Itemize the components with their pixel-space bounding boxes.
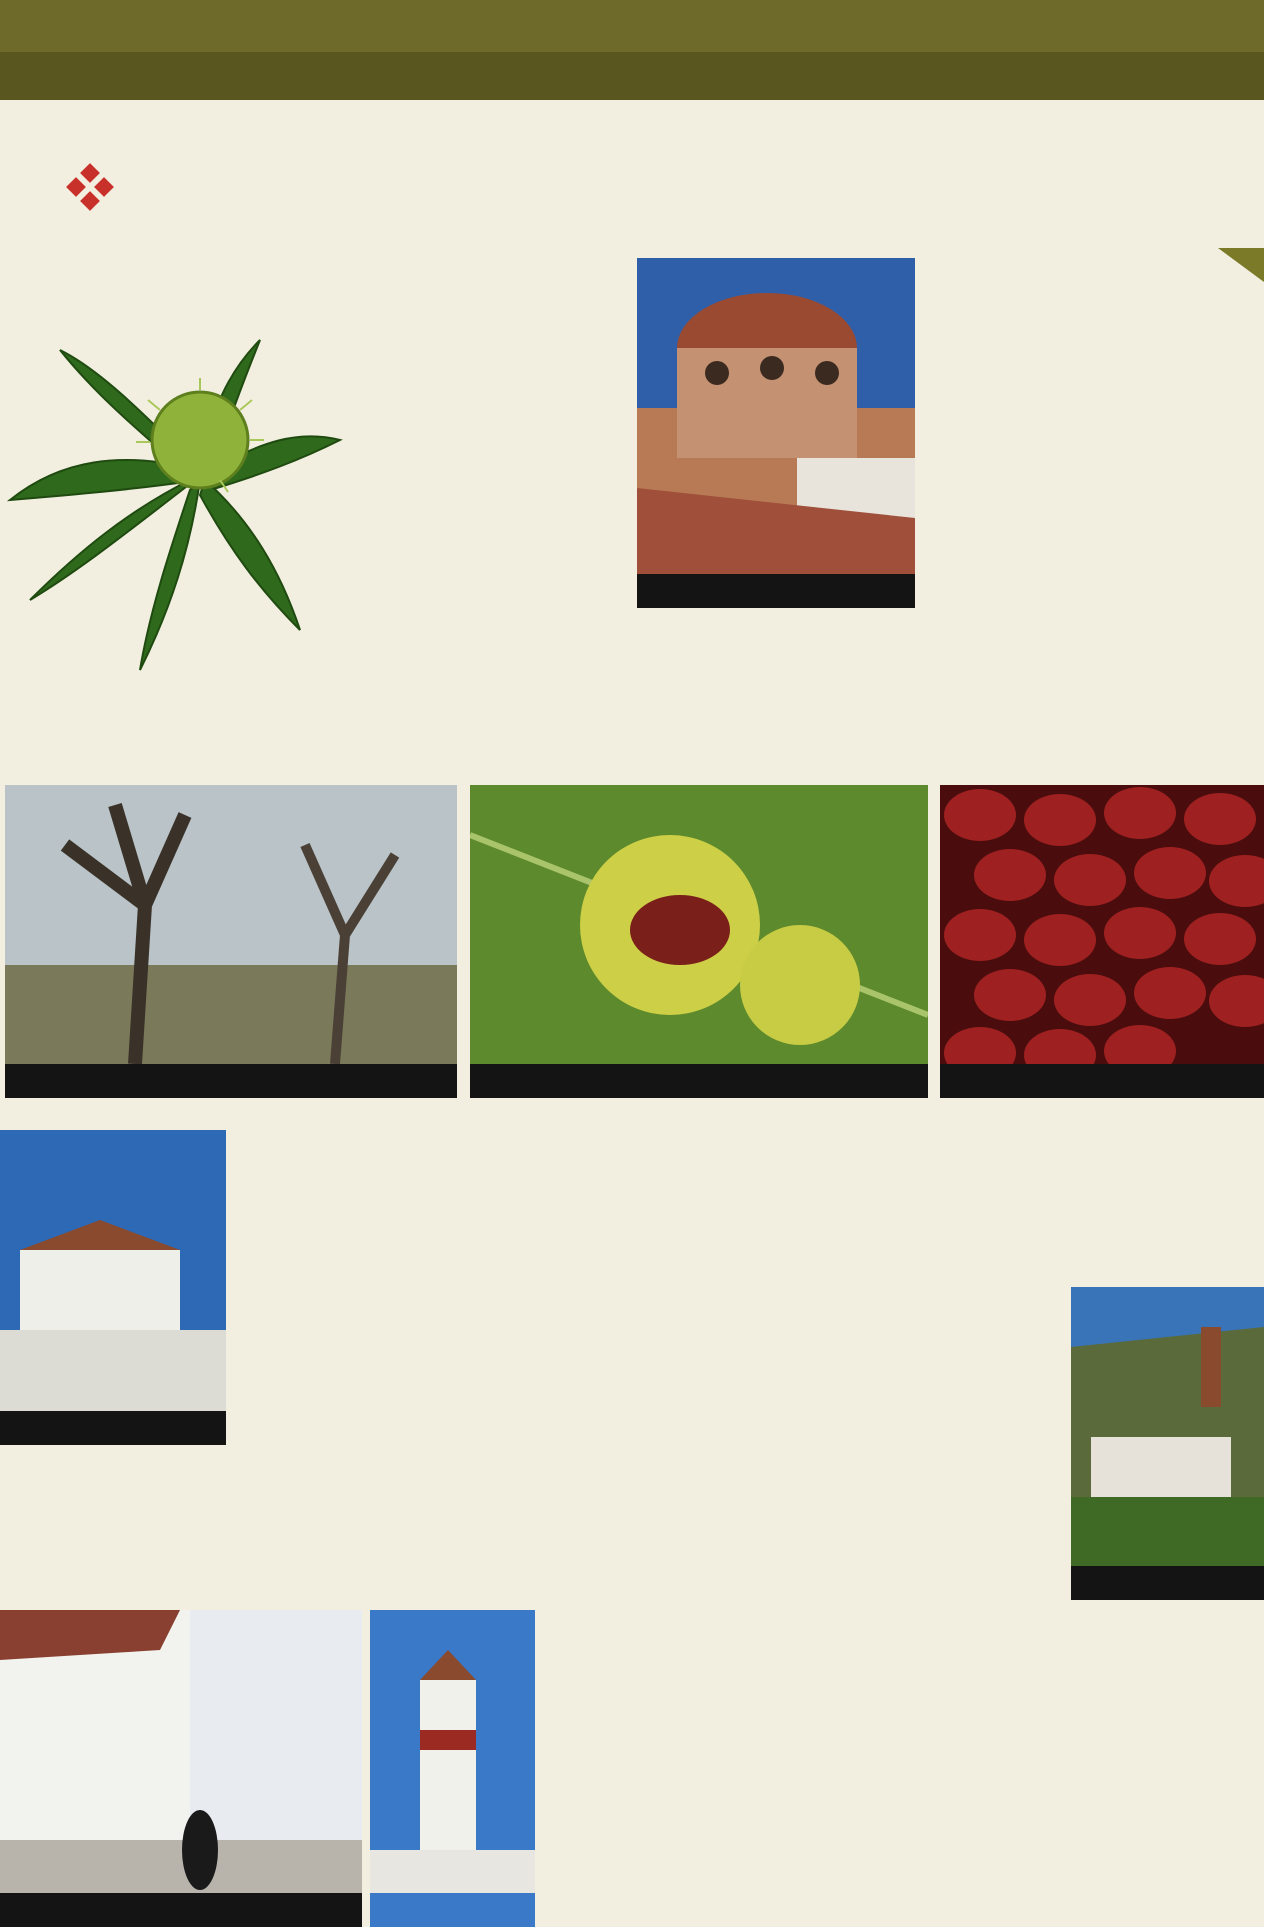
photo-erizo — [470, 785, 928, 1098]
photo-caption — [1071, 1566, 1264, 1600]
photo-galaroza — [0, 1130, 226, 1445]
photo-caption — [940, 1064, 1264, 1098]
route-bar — [0, 52, 1264, 100]
corner-triangle — [1218, 248, 1264, 282]
right-paragraph-2 — [697, 586, 1250, 617]
photo-caption — [470, 1064, 928, 1098]
photo-caption — [0, 1893, 362, 1927]
photo-cortelazor — [370, 1610, 535, 1927]
photo-caption — [0, 1411, 226, 1445]
left-lower-paragraph-2 — [55, 1365, 618, 1396]
chestnut-leaf-illustration — [0, 330, 345, 690]
photo-castano-iglesia — [637, 258, 915, 608]
top-band — [0, 0, 1264, 52]
photo-valdelarco — [1071, 1287, 1264, 1600]
photo-castanas — [940, 785, 1264, 1098]
photo-castanar-invierno — [5, 785, 457, 1098]
photo-caption — [5, 1064, 457, 1098]
photo-alajar — [0, 1610, 362, 1927]
route-text — [0, 66, 18, 85]
